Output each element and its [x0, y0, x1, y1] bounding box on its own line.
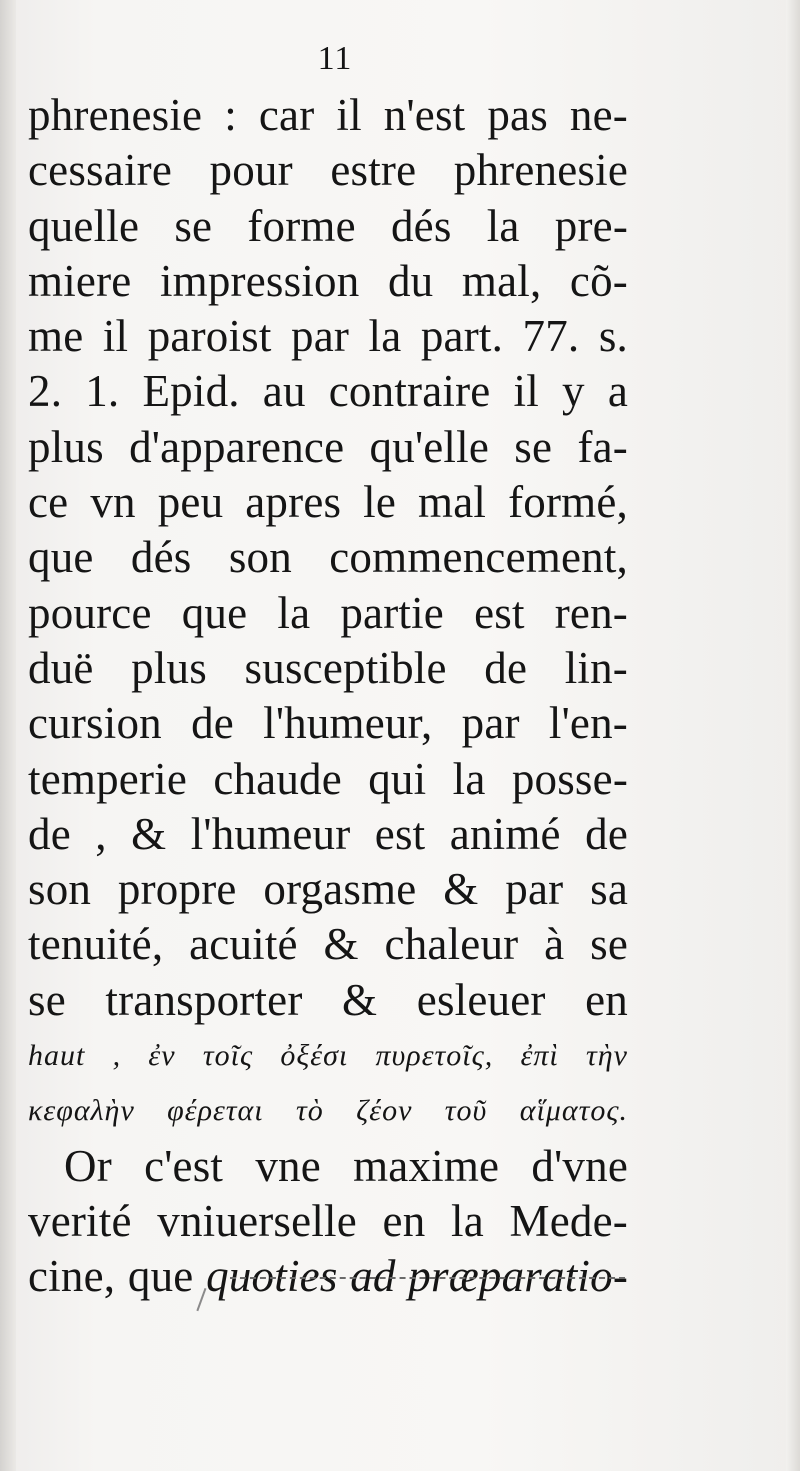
text-line: verité vniuerselle en la Mede- — [28, 1195, 628, 1246]
latin-italic-phrase: quoties ad præparatio- — [206, 1251, 628, 1302]
text-line: que dés son commencement, — [28, 532, 628, 583]
text-line: se transporter & esleuer en — [28, 974, 628, 1025]
text-line: duë plus susceptible de lin- — [28, 642, 628, 693]
text-line: cessaire pour estre phrenesie — [28, 145, 628, 196]
greek-quote-line: κεφαλὴν φέρεται τὸ ζέον τοῦ αἵματος. — [28, 1094, 628, 1128]
body-text — [28, 88, 628, 1305]
text-line: quelle se forme dés la pre- — [28, 200, 628, 251]
page-edge-shadow — [786, 0, 800, 1471]
text-line: pource que la partie est ren- — [28, 587, 628, 638]
text-line: temperie chaude qui la posse- — [28, 753, 628, 804]
page-gutter-shadow — [0, 0, 16, 1471]
text-line: Or c'est vne maxime d'vne — [64, 1140, 628, 1191]
text-line: de , & l'humeur est animé de — [28, 808, 628, 859]
text-segment: cine, que — [28, 1251, 194, 1302]
page-number: 11 — [317, 40, 353, 77]
text-line: phrenesie : car il n'est pas ne- — [28, 90, 628, 140]
text-line: ce vn peu apres le mal formé, — [28, 477, 628, 528]
text-line: me il paroist par la part. 77. s. — [28, 311, 628, 362]
bleed-through-rule — [230, 1277, 625, 1279]
text-line: cursion de l'humeur, par l'en- — [28, 698, 628, 749]
text-line: tenuité, acuité & chaleur à se — [28, 919, 628, 970]
text-line: son propre orgasme & par sa — [28, 864, 628, 915]
text-line: 2. 1. Epid. au contraire il y a — [28, 366, 628, 417]
greek-quote-line: haut , ἐν τοῖς ὀξέσι πυρετοῖς, ἐπὶ τὴν — [28, 1039, 628, 1073]
text-line: miere impression du mal, cõ- — [28, 255, 628, 306]
text-line: plus d'apparence qu'elle se fa- — [28, 421, 628, 472]
